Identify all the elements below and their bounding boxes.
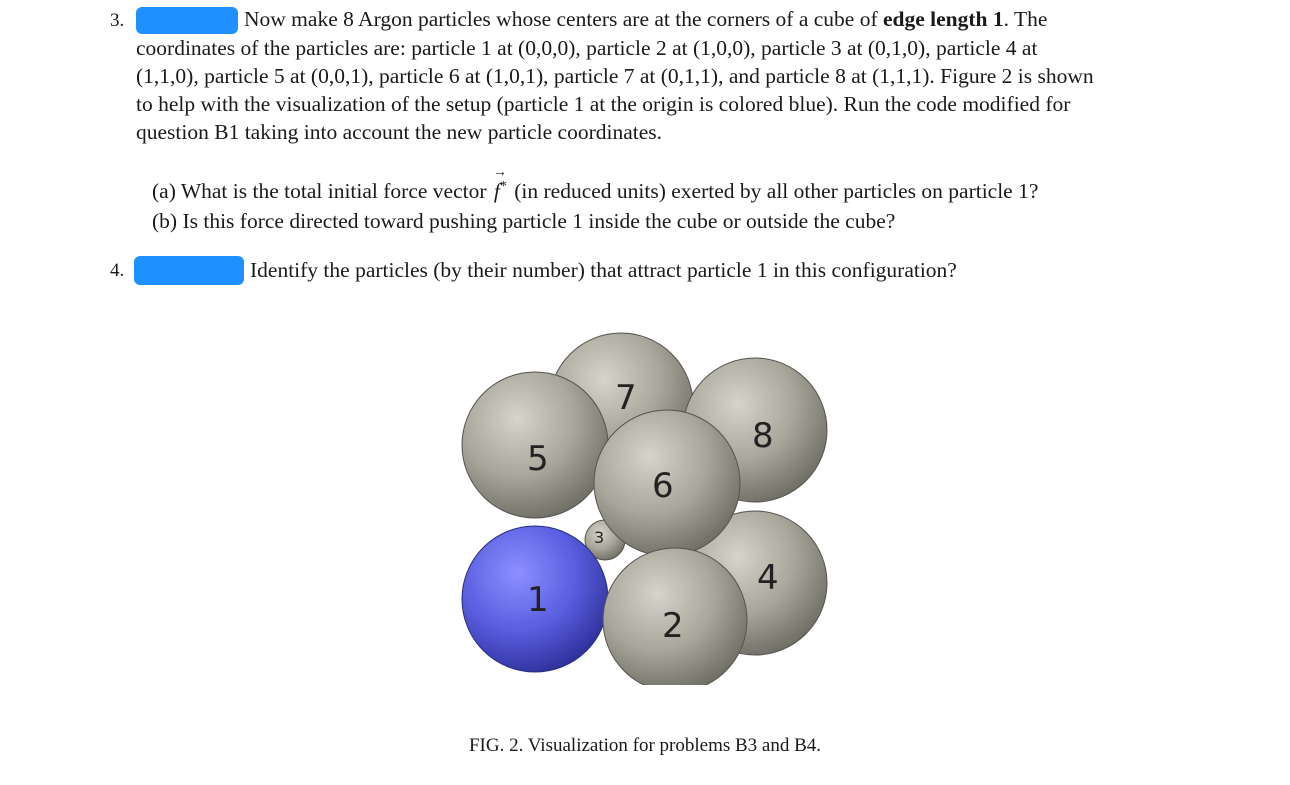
problem-text-line: Now make 8 Argon particles whose centers are at the corners of a cube of edge length 1. The [244,7,1048,31]
subquestion-a: (a) What is the total initial force vector → f* (in reduced units) exerted by all other particles on particle 1? [152,165,1039,204]
redaction-mark [136,7,238,34]
label-6: 6 [652,466,674,506]
problem-text-line: coordinates of the particles are: particle 1 at (0,0,0), particle 2 at (1,0,0), particle 3 at (0,1,0), particle 4 at [136,36,1038,60]
problem-text-line: to help with the visualization of the setup (particle 1 at the origin is colored blue). Run the code modified for [136,92,1071,116]
redaction-mark [134,256,244,285]
label-5: 5 [527,439,549,479]
problem-text-line: Identify the particles (by their number) that attract particle 1 in this configuration? [250,258,957,282]
label-8: 8 [752,416,774,456]
label-4: 4 [757,558,779,598]
problem-number: 3. [110,10,125,31]
problem-text-line: (1,1,0), particle 5 at (0,0,1), particle 6 at (1,0,1), particle 7 at (0,1,1), and particle 8 at (1,1,1). Figure 2 is shown [136,64,1094,88]
subquestion-b: (b) Is this force directed toward pushing particle 1 inside the cube or outside the cube? [152,209,896,233]
problem-text-line: question B1 taking into account the new particle coordinates. [136,120,663,144]
label-2: 2 [662,606,684,646]
label-3: 3 [594,528,605,547]
label-7: 7 [615,378,637,418]
problem-number: 4. [110,260,125,281]
figure-caption: FIG. 2. Visualization for problems B3 and B4. [468,735,822,756]
cube-particles-figure [455,325,845,685]
label-1: 1 [527,580,549,620]
